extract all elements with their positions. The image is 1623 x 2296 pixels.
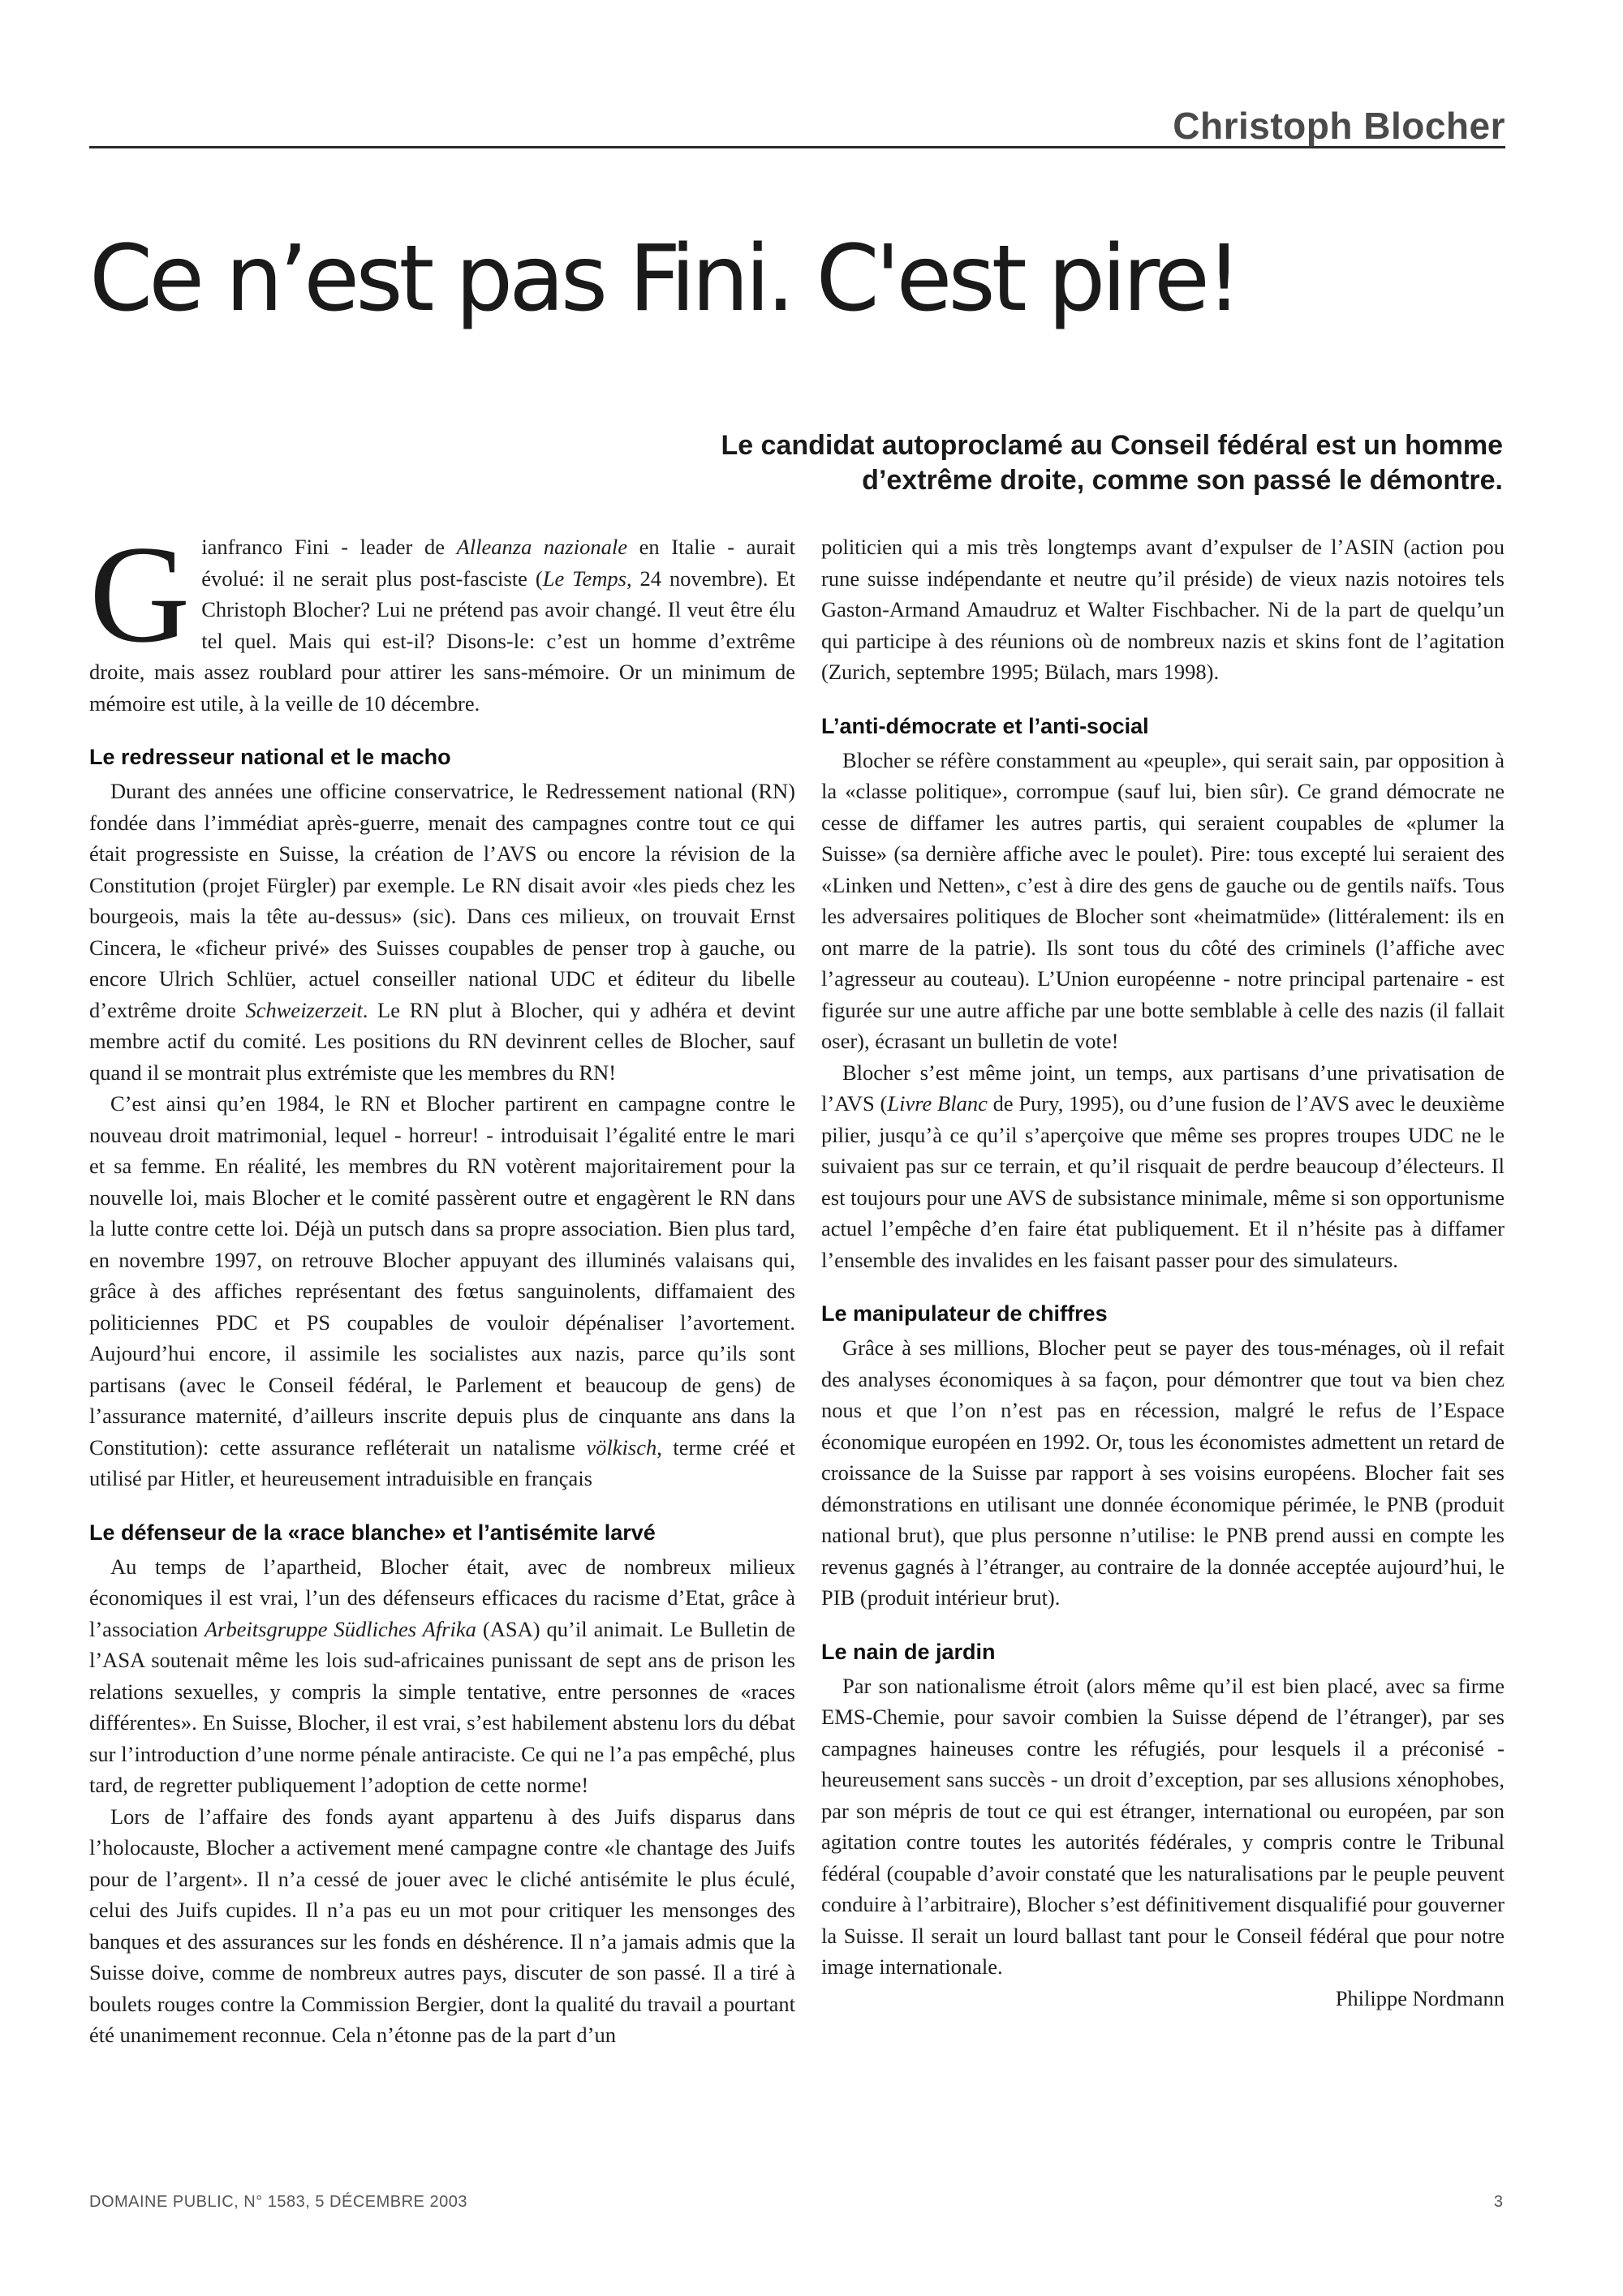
section-heading: Le nain de jardin bbox=[821, 1639, 996, 1664]
text-run: ianfranco Fini - leader de bbox=[201, 535, 457, 559]
text-run: en Italie - aurait évolué: il ne serait plus post-fasciste ( bbox=[201, 535, 795, 591]
section-heading: L’anti-démocrate et l’anti-social bbox=[821, 713, 1149, 738]
text-run: . Le RN plut à Blocher, qui y adhéra et devint membre actif du comité. Les positions du RN devinrent celles de Blocher, sauf quand il se montrait plus extrémiste que les membres du RN! bbox=[89, 997, 795, 1085]
text-run: , terme créé et utilisé par Hitler, et heureusement intraduisible en français bbox=[89, 1434, 795, 1490]
paragraph-continued: politicien qui a mis très longtemps avant d’expulser de l’ASIN (action pou rune suisse indépendante et neutre qu’il préside) de vieux nazis notoires tels Gaston-Armand Amaudruz et Walter Fischbacher. Ni de la part de quelqu’un qui participe à des réunions où de nombreux nazis et skins font de l’agitation (Zurich, septembre 1995; Bülach, mars 1998). bbox=[821, 535, 1505, 684]
footer-publication: DOMAINE PUBLIC, N° 1583, 5 DÉCEMBRE 2003 bbox=[89, 2193, 467, 2211]
italic-run: Arbeitsgruppe Südliches Afrika bbox=[204, 1616, 476, 1641]
text-run: C’est ainsi qu’en 1984, le RN et Blocher partirent en campagne contre le nouveau droit matrimonial, lequel - horreur! - introduisait l’égalité entre le mari et sa femme. En réalité, les membres du RN votèrent majoritairement pour la nouvelle loi, mais Blocher et le comité passèrent outre et engagèrent le RN dans la lutte contre cette loi. Déjà un putsch dans sa propre association. Bien plus tard, en novembre 1997, on retrouve Blocher appuyant des illuminés valaisans qui, grâce à des affiches représentant des fœtus sanguinolents, diffamaient des politiciennes PDC et PS coupables de vouloir dépénaliser l’avortement. Aujourd’hui encore, il assimile les socialistes aux nazis, parce qu’ils sont partisans (avec le Conseil fédéral, le Parlement et beaucoup de gens) de l’assurance maternité, d’ailleurs inscrite depuis plus de cinquante ans dans la Constitution): cette assurance refléterait un natalisme bbox=[89, 1091, 795, 1460]
paragraph bbox=[89, 1551, 795, 1801]
author-signature: Philippe Nordmann bbox=[1335, 1985, 1505, 2010]
drop-cap: G bbox=[89, 518, 191, 672]
italic-run: Schweizerzeit bbox=[245, 997, 363, 1022]
column-left bbox=[89, 518, 795, 2051]
running-head-author: Christoph Blocher bbox=[1173, 105, 1505, 147]
lede-line-1: Le candidat autoproclamé au Conseil fédéral est un homme bbox=[721, 430, 1503, 461]
italic-run: Livre Blanc bbox=[887, 1091, 988, 1116]
paragraph: Par son nationalisme étroit (alors même qu’il est bien placé, avec sa firme EMS-Chemie, pour savoir combien la Suisse dépend de l’étranger), par ses campagnes haineuses contre les réfugiés, pour lesquels il a préconisé - heureusement sans succès - un droit d’exception, par ses allusions xénophobes, par son mépris de tout ce qui est étranger, international ou européen, par son agitation contre toutes les autorités fédérales, y compris contre le Tribunal fédéral (coupable d’avoir constaté que les naturalisations par le peuple peuvent conduire à l’arbitraire), Blocher s’est définitivement disqualifié pour gouverner la Suisse. Il serait un lourd ballast tant pour le Conseil fédéral que pour notre image internationale. bbox=[821, 1673, 1505, 1979]
paragraph: Blocher se réfère constamment au «peuple», qui serait sain, par opposition à la «classe politique», corrompue (sauf lui, bien sûr). Ce grand démocrate ne cesse de diffamer les autres partis, qui seraient coupables de «plumer la Suisse» (sa dernière affiche avec le poulet). Pire: tous excepté lui seraient des «Linken und Netten», c’est à dire des gens de gauche ou de gentils naïfs. Tous les adversaires politiques de Blocher sont «heimatmüde» (littéralement: ils en ont marre de la patrie). Ils sont tous du côté des criminels (l’affiche avec l’agresseur au couteau). L’Union européenne - notre principal partenaire - est figurée sur une autre affiche par une botte semblable à celle des nazis (il fallait oser), écrasant un bulletin de vote! bbox=[821, 747, 1505, 1053]
section-heading: Le manipulateur de chiffres bbox=[821, 1301, 1108, 1326]
text-run: Blocher s’est même joint, un temps, aux partisans d’une privatisation de l’AVS ( bbox=[821, 1060, 1505, 1116]
article-title: Ce n’est pas Fini. C'est pire! bbox=[89, 226, 1238, 332]
text-run: de Pury, 1995), ou d’une fusion de l’AVS avec le deuxième pilier, jusqu’à ce qu’il s’aperçoive que même ses propres troupes UDC ne le suivaient pas sur ce terrain, et qu’il risquait de perdre beaucoup d’électeurs. Il est toujours pour une AVS de subsistance minimale, même si son opportunisme actuel l’empêche d’en faire état publiquement. Et il n’hésite pas à diffamer l’ensemble des invalides en les faisant passer pour des simulateurs. bbox=[821, 1091, 1505, 1272]
italic-run: Le Temps bbox=[542, 565, 626, 591]
paragraph bbox=[821, 1057, 1505, 1276]
text-run: Au temps de l’apartheid, Blocher était, avec de nombreux milieux économiques il est vrai, l’un des défenseurs efficaces du racisme d’Etat, grâce à l’association bbox=[89, 1554, 795, 1641]
italic-run: völkisch bbox=[586, 1434, 657, 1460]
paragraph bbox=[89, 1088, 795, 1494]
lede-line-2: d’extrême droite, comme son passé le démontre. bbox=[862, 465, 1503, 496]
text-run: , 24 novembre). Et Christoph Blocher? Lui ne prétend pas avoir changé. Il veut être élu tel quel. Mais qui est-il? Disons-le: c’est un homme d’extrême droite, mais assez roublard pour attirer les sans-mémoire. Or un minimum de mémoire est utile, à la veille de 10 décembre. bbox=[89, 565, 795, 716]
italic-run: Alleanza nazionale bbox=[456, 535, 627, 559]
page-number: 3 bbox=[1493, 2193, 1503, 2211]
article-lede bbox=[489, 428, 1503, 498]
column-right bbox=[821, 531, 1505, 2014]
section-heading: Le défenseur de la «race blanche» et l’antisémite larvé bbox=[89, 1520, 656, 1545]
intro-paragraph bbox=[89, 518, 795, 719]
paragraph: Lors de l’affaire des fonds ayant appartenu à des Juifs disparus dans l’holocauste, Blocher a activement mené campagne contre «le chantage des Juifs pour de l’argent». Il n’a cessé de jouer avec le cliché antisémite le plus éculé, celui des Juifs cupides. Il n’a pas eu un mot pour critiquer les mensonges des banques et des assurances sur les fonds en déshérence. Il n’a jamais admis que la Suisse doive, comme de nombreux autres pays, discuter de son passé. Il a tiré à boulets rouges contre la Commission Bergier, dont la qualité du travail a pourtant été unanimement reconnue. Cela n’étonne pas de la part d’un bbox=[89, 1804, 795, 2047]
text-run: Durant des années une officine conservatrice, le Redressement national (RN) fondée dans l’immédiat après-guerre, menait des campagnes contre tout ce qui était progressiste en Suisse, la création de l’AVS ou encore la révision de la Constitution (projet Fürgler) par exemple. Le RN disait avoir «les pieds chez les bourgeois, mais la tête au-dessus» (sic). Dans ces milieux, on trouvait Ernst Cincera, le «ficheur privé» des Suisses coupables de penser trop à gauche, ou encore Ulrich Schlüer, actuel conseiller national UDC et éditeur du libelle d’extrême droite bbox=[89, 779, 795, 1022]
paragraph bbox=[89, 776, 795, 1088]
paragraph: Grâce à ses millions, Blocher peut se payer des tous-ménages, où il refait des analyses économiques à sa façon, pour démontrer que tout va bien chez nous et que l’on n’est pas en récession, malgré le refus de l’Espace économique européen en 1992. Or, tous les économistes admettent un retard de croissance de la Suisse par rapport à ses voisins européens. Blocher fait ses démonstrations en utilisant une donnée économique périmée, le PNB (produit national brut), que plus personne n’utilise: le PNB prend aussi en compte les revenus gagnés à l’étranger, au contraire de la donnée acceptée aujourd’hui, le PIB (produit intérieur brut). bbox=[821, 1335, 1505, 1610]
running-head bbox=[89, 97, 1505, 148]
text-run: (ASA) qu’il animait. Le Bulletin de l’ASA soutenait même les lois sud-africaines punissant de sept ans de prison les relations sexuelles, y compris la simple tentative, entre personnes de «races différentes». En Suisse, Blocher, il est vrai, s’est habilement abstenu lors du débat sur l’introduction d’une norme pénale antiraciste. Ce qui ne l’a pas empêché, plus tard, de regretter publiquement l’adoption de cette norme! bbox=[89, 1616, 795, 1797]
section-heading: Le redresseur national et le macho bbox=[89, 745, 451, 769]
